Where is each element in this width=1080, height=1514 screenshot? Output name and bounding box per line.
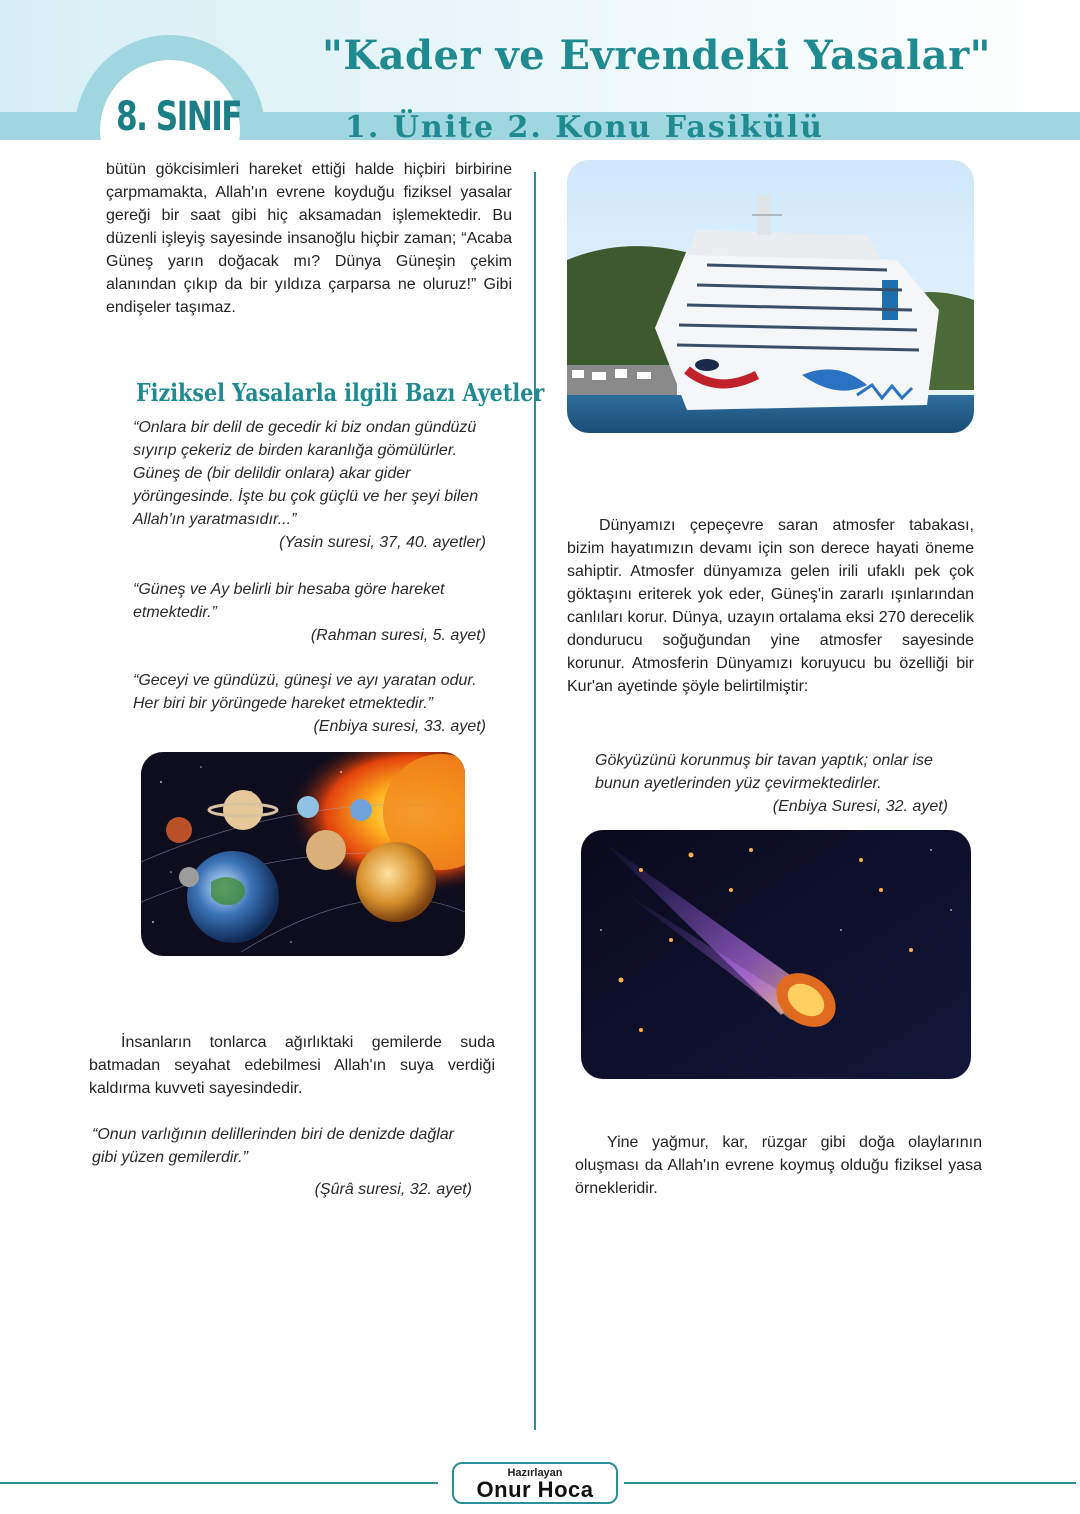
quote-text: “Geceyi ve gündüzü, güneşi ve ayı yaratan odur. Her biri bir yörüngede hareket etmektedir.”	[133, 672, 477, 712]
quote-text: “Güneş ve Ay belirli bir hesaba göre hareket etmektedir.”	[133, 581, 445, 621]
quote-shura	[92, 1123, 472, 1201]
weather-paragraph: Yine yağmur, kar, rüzgar gibi doğa olaylarının oluşması da Allah'ın evrene koymuş olduğu fiziksel yasa örnekleridir.	[575, 1134, 982, 1197]
footer-author: Onur Hoca	[476, 1477, 594, 1502]
page-header	[0, 0, 1080, 150]
page-subtitle: 1. Ünite 2. Konu Fasikülü	[345, 110, 824, 145]
quote-text: Gökyüzünü korunmuş bir tavan yaptık; onlar ise bunun ayetlerinden yüz çevirmektedirler.	[595, 752, 933, 792]
column-divider	[534, 172, 536, 1430]
quote-reference: (Yasin suresi, 37, 40. ayetler)	[279, 534, 486, 551]
quote-enbiya-33	[133, 669, 486, 738]
quote-enbiya-32	[595, 749, 948, 818]
quote-text: “Onun varlığının delillerinden biri de denizde dağlar gibi yüzen gemilerdir.”	[92, 1126, 454, 1166]
footer-prepared-label: Hazırlayan	[507, 1467, 563, 1479]
footer-line-right	[624, 1482, 1076, 1484]
ships-paragraph: İnsanların tonlarca ağırlıktaki gemilerde suda batmadan seyahat edebilmesi Allah'ın suya verdiği kaldırma kuvveti sayesindedir.	[89, 1034, 495, 1097]
atmosphere-paragraph: Dünyamızı çepeçevre saran atmosfer tabakası, bizim hayatımızın devamı için son derece hayati öneme sahiptir. Atmosfer dünyamıza gelen irili ufaklı pek çok göktaşını eriterek yok eder, Güneş'in zararlı ışınlarından canlıları korur. Dünya, uzayın ortalama eksi 270 derecelik dondurucu soğuğundan yine atmosfer sayesinde korunur. Atmosferin Dünyamızı koruyucu bu özelliği bir Kur'an ayetinde şöyle belirtilmiştir:	[567, 517, 974, 695]
solar-system-image	[141, 752, 465, 956]
page-title: "Kader ve Evrendeki Yasalar"	[322, 32, 991, 79]
quote-reference: (Rahman suresi, 5. ayet)	[310, 627, 486, 644]
quote-rahman	[133, 578, 486, 647]
footer-author-box	[452, 1462, 618, 1504]
quote-reference: (Şûrâ suresi, 32. ayet)	[314, 1181, 472, 1198]
grade-label: 8. SINIF	[116, 94, 242, 140]
intro-paragraph: bütün gökcisimleri hareket ettiği halde hiçbiri birbirine çarpmamakta, Allah'ın evrene koyduğu fiziksel yasalar gereği bir saat gibi hiç aksamadan işlemektedir. Bu düzenli işleyiş sayesinde insanoğlu hiçbir zaman; “Acaba Güneş yarın doğacak mı? Dünya Güneşin çekim alanından çıkıp da bir yıldıza çarparsa ne oluruz!” Gibi endişeler taşımaz.	[106, 161, 512, 316]
footer-line-left	[0, 1482, 438, 1484]
cruise-ship-image	[567, 160, 974, 433]
quote-yasin	[133, 416, 486, 554]
quote-reference: (Enbiya suresi, 33. ayet)	[313, 718, 486, 735]
quote-text: “Onlara bir delil de gecedir ki biz ondan gündüzü sıyırıp çekeriz de birden karanlığa gömülürler. Güneş de (bir delildir onlara) akar gider yörüngesinde. İşte bu çok güçlü ve her şeyi bilen Allah'ın yaratmasıdır...”	[133, 419, 479, 528]
section-heading: Fiziksel Yasalarla ilgili Bazı Ayetler	[136, 378, 545, 407]
meteor-image	[581, 830, 971, 1079]
quote-reference: (Enbiya Suresi, 32. ayet)	[772, 798, 948, 815]
